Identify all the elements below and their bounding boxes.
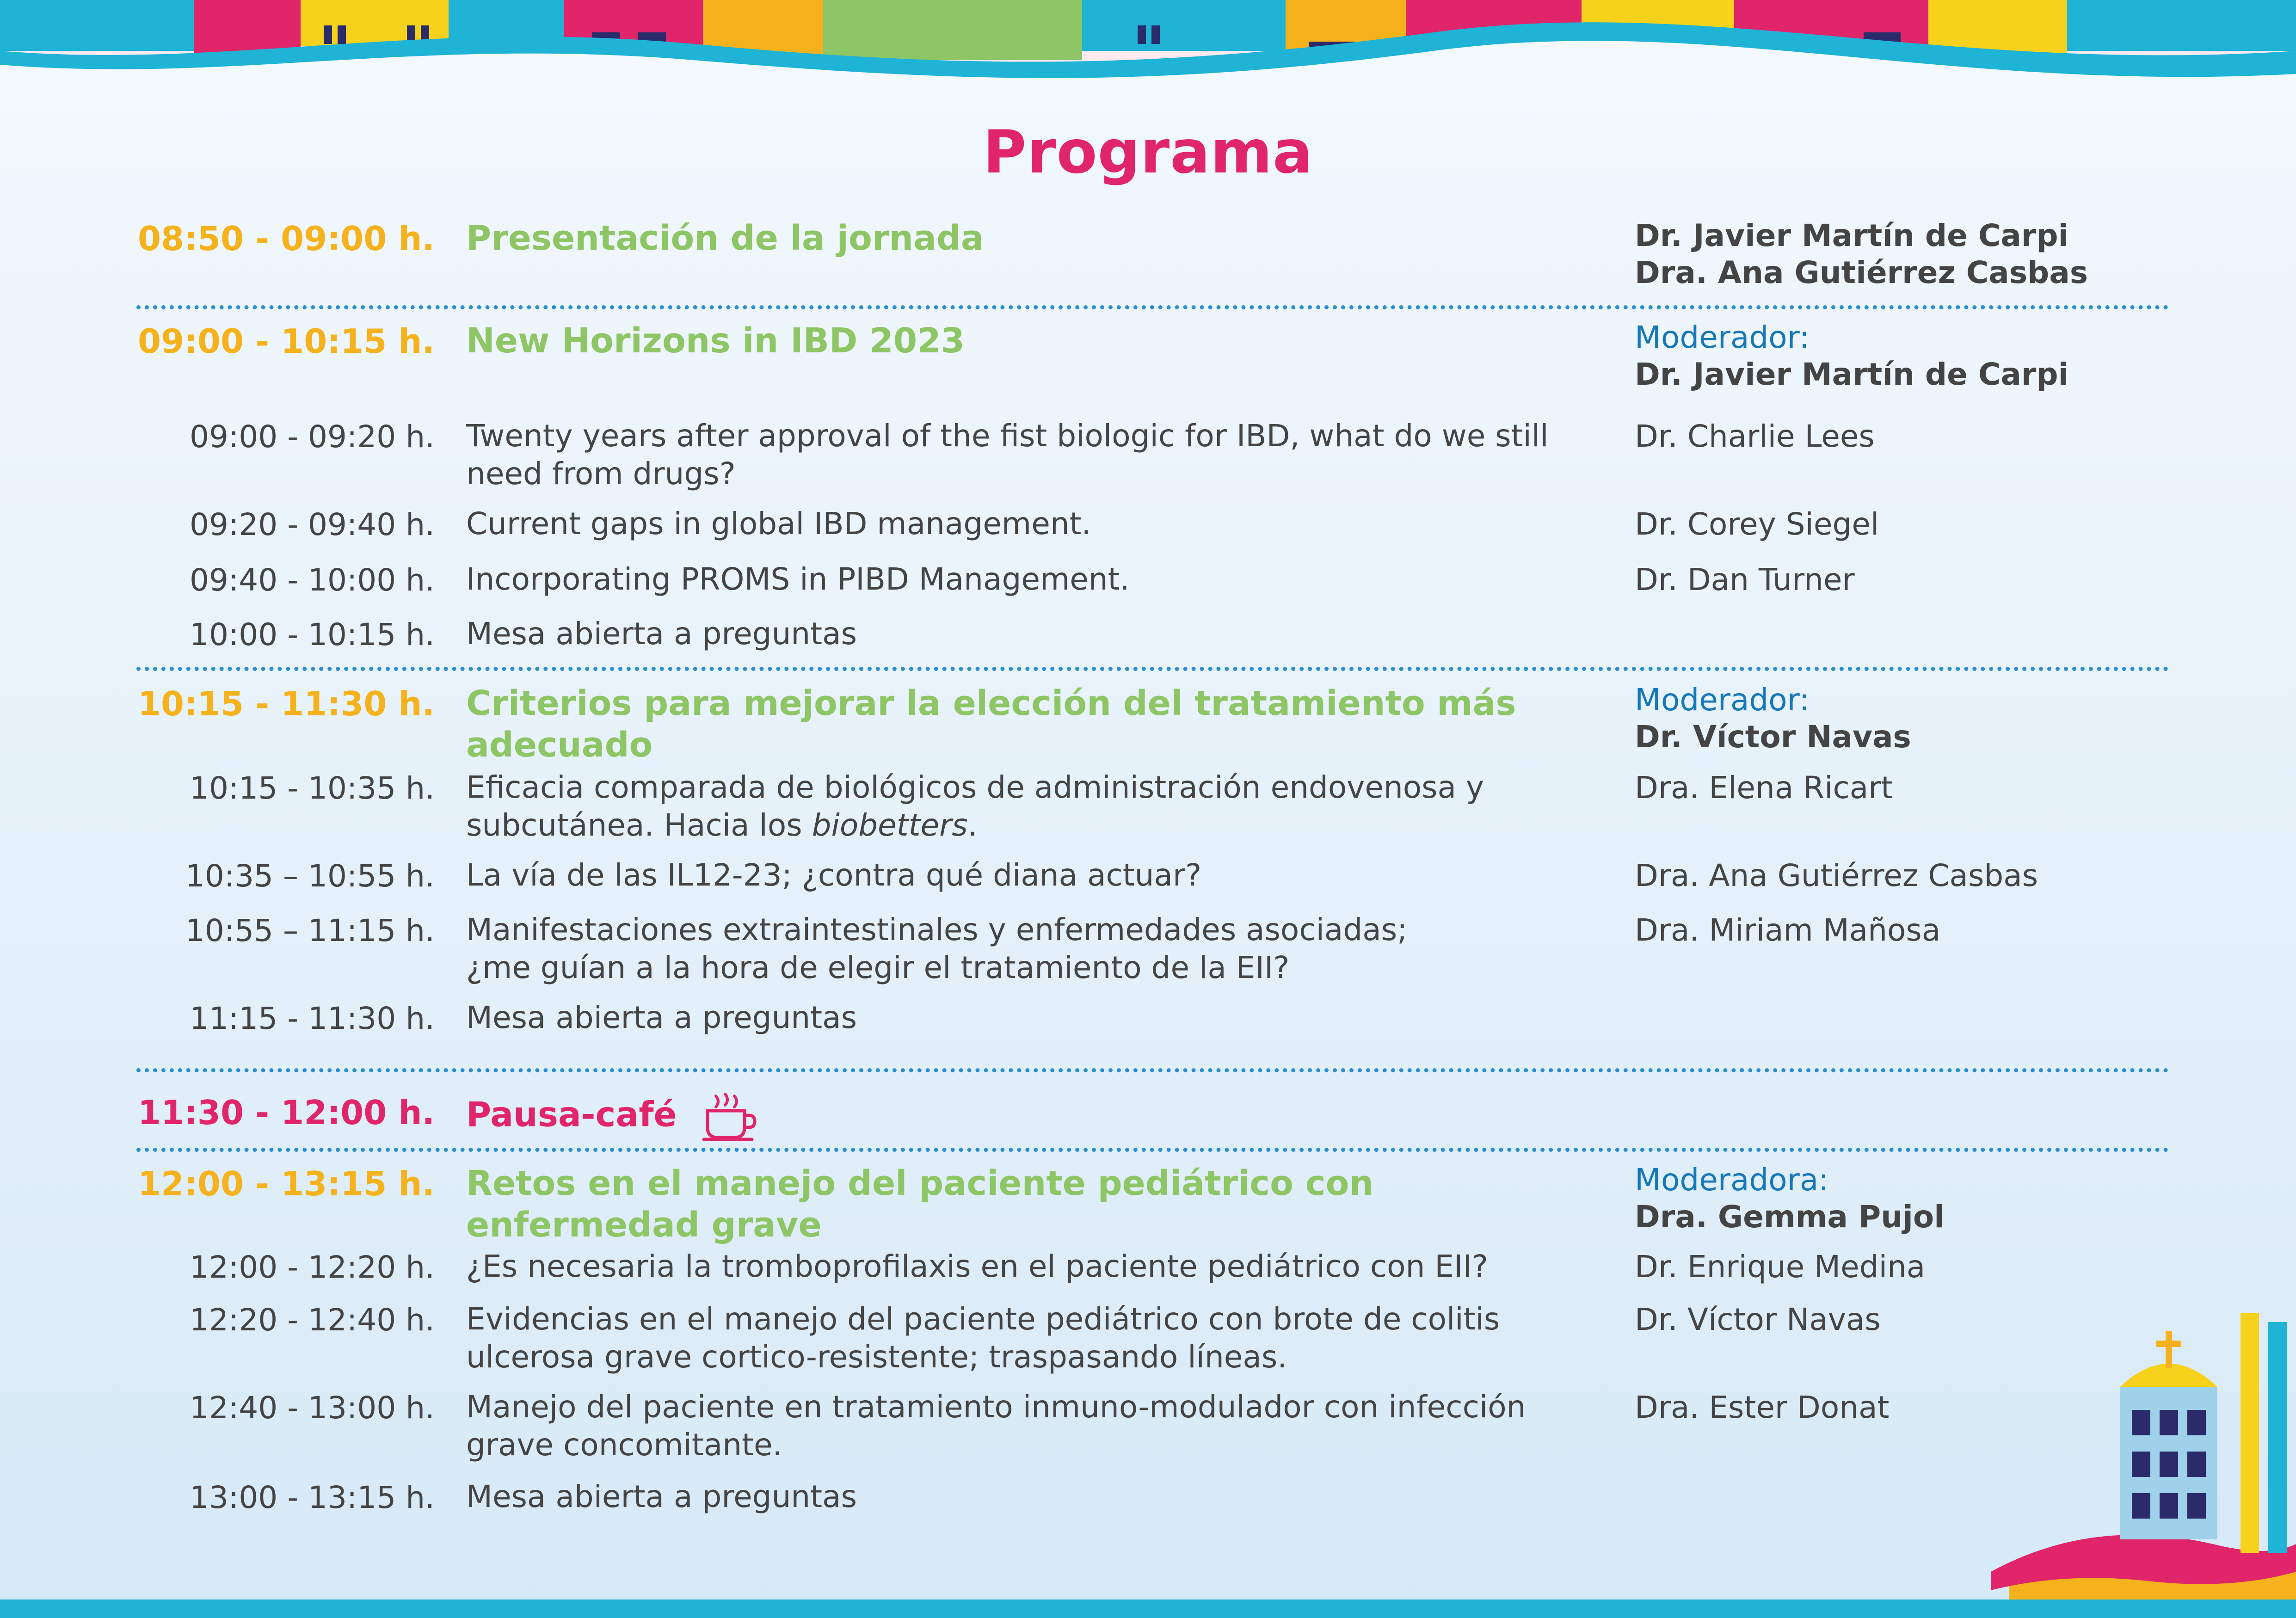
header-cityscape-illustration xyxy=(0,0,2296,111)
moderator-label: Moderadora: xyxy=(1635,1162,1829,1198)
talk-time: 10:35 – 10:55 h. xyxy=(185,858,435,894)
session-title: New Horizons in IBD 2023 xyxy=(466,321,965,361)
talk-title-end: . xyxy=(967,807,978,843)
talk-title-text: Eficacia comparada de biológicos de administración endovenosa y subcutánea. Hacia los xyxy=(466,769,1484,843)
speaker-name: Dr. Javier Martín de Carpi xyxy=(1635,218,2069,253)
speaker-name: Dr. Enrique Medina xyxy=(1635,1249,1926,1285)
talk-time: 12:20 - 12:40 h. xyxy=(190,1302,435,1338)
section-divider xyxy=(136,667,2169,671)
moderator-label: Moderador: xyxy=(1635,682,1810,718)
speaker-name: Dra. Miriam Mañosa xyxy=(1635,912,1941,948)
talk-title: Current gaps in global IBD management. xyxy=(466,506,1091,541)
break-title-wrap xyxy=(466,1091,1599,1142)
moderator-label: Moderador: xyxy=(1635,320,1810,355)
moderator-block xyxy=(1635,682,2236,756)
speaker-name: Dr. Charlie Lees xyxy=(1635,418,1875,454)
section-divider xyxy=(136,1068,2169,1072)
talk-title-line: Manifestaciones extraintestinales y enfermedades asociadas; xyxy=(466,912,1408,947)
talk-title xyxy=(466,769,1599,844)
talk-time: 12:40 - 13:00 h. xyxy=(190,1390,435,1426)
speaker-name: Dra. Ester Donat xyxy=(1635,1390,1890,1425)
coffee-cup-icon xyxy=(702,1091,757,1142)
speaker-name: Dra. Ana Gutiérrez Casbas xyxy=(1635,255,2088,290)
session-title: Presentación de la jornada xyxy=(466,218,984,258)
talk-time: 09:40 - 10:00 h. xyxy=(190,562,435,598)
speaker-name: Dr. Víctor Navas xyxy=(1635,1302,1881,1337)
speaker-name: Dr. Corey Siegel xyxy=(1635,506,1879,542)
talk-title-line: ¿me guían a la hora de elegir el tratamiento de la EII? xyxy=(466,950,1290,985)
session-time: 08:50 - 09:00 h. xyxy=(137,219,435,258)
session-time: 12:00 - 13:15 h. xyxy=(137,1164,435,1203)
page-title: Programa xyxy=(983,118,1313,187)
speaker-name: Dra. Elena Ricart xyxy=(1635,770,1893,806)
break-title: Pausa-café xyxy=(466,1095,677,1135)
speaker-name: Dra. Ana Gutiérrez Casbas xyxy=(1635,858,2038,893)
session-time: 09:00 - 10:15 h. xyxy=(137,322,435,361)
talk-time: 09:20 - 09:40 h. xyxy=(190,507,435,542)
talk-title: La vía de las IL12-23; ¿contra qué diana actuar? xyxy=(466,857,1202,893)
session-title: Criterios para mejorar la elección del tratamiento más adecuado xyxy=(466,683,1516,765)
talk-time: 12:00 - 12:20 h. xyxy=(190,1249,435,1285)
talk-time: 09:00 - 09:20 h. xyxy=(190,419,435,455)
section-divider xyxy=(136,1148,2169,1152)
moderator-block xyxy=(1635,319,2236,393)
moderator-name: Dra. Gemma Pujol xyxy=(1635,1199,1945,1235)
talk-title: Evidencias en el manejo del paciente pediátrico con brote de colitis ulcerosa grave cortico-resistente; traspasando líneas. xyxy=(466,1301,1500,1375)
speaker-name: Dr. Dan Turner xyxy=(1635,562,1855,597)
moderator-name: Dr. Javier Martín de Carpi xyxy=(1635,357,2069,392)
talk-title-italic: biobetters xyxy=(812,807,968,843)
talk-title: Mesa abierta a preguntas xyxy=(466,616,857,652)
section-divider xyxy=(136,305,2169,309)
session-time: 10:15 - 11:30 h. xyxy=(137,684,435,723)
session-title: Retos en el manejo del paciente pediátrico con enfermedad grave xyxy=(466,1163,1374,1245)
talk-time: 10:00 - 10:15 h. xyxy=(190,617,435,652)
talk-title: ¿Es necesaria la tromboprofilaxis en el paciente pediátrico con EII? xyxy=(466,1249,1489,1284)
talk-time: 10:55 – 11:15 h. xyxy=(185,913,435,948)
bottom-accent-bar xyxy=(0,1600,2296,1618)
talk-time: 13:00 - 13:15 h. xyxy=(190,1480,435,1515)
talk-time: 10:15 - 10:35 h. xyxy=(190,770,435,806)
moderator-name: Dr. Víctor Navas xyxy=(1635,719,1911,755)
talk-time: 11:15 - 11:30 h. xyxy=(190,1001,435,1036)
talk-title: Mesa abierta a preguntas xyxy=(466,1000,857,1035)
speaker-list xyxy=(1635,217,2236,291)
talk-title: Manejo del paciente en tratamiento inmuno-modulador con infección grave concomitante. xyxy=(466,1389,1526,1463)
break-time: 11:30 - 12:00 h. xyxy=(137,1093,435,1132)
moderator-block xyxy=(1635,1162,2236,1236)
talk-title: Twenty years after approval of the fist biologic for IBD, what do we still need from drugs? xyxy=(466,418,1549,492)
talk-title: Mesa abierta a preguntas xyxy=(466,1479,857,1514)
corner-building-illustration xyxy=(1972,1313,2296,1600)
talk-title: Incorporating PROMS in PIBD Management. xyxy=(466,561,1130,597)
talk-title xyxy=(466,911,1599,987)
